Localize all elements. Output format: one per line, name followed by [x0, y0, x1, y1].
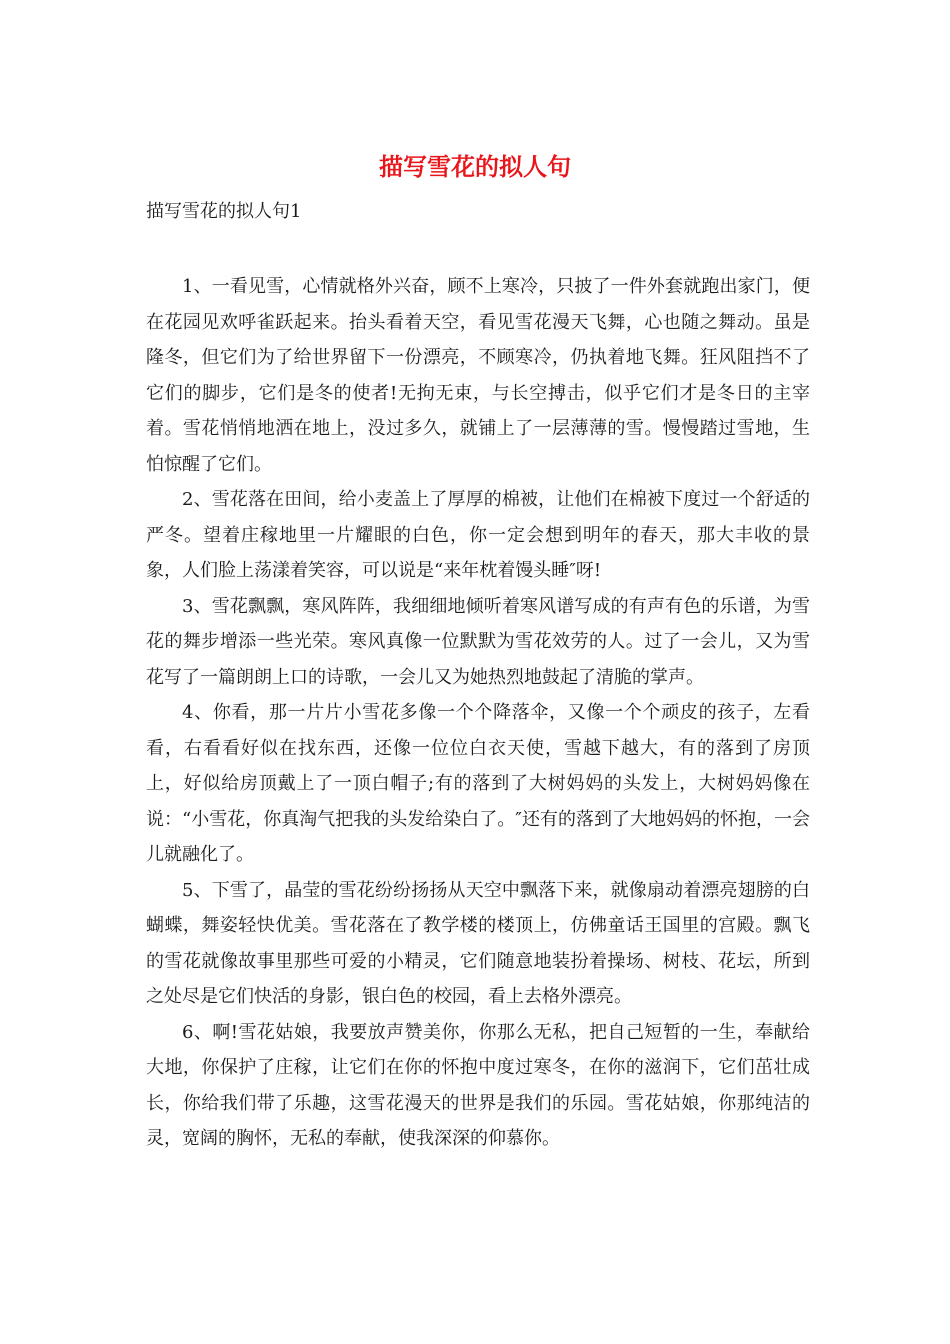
paragraph-6: 6、啊!雪花姑娘，我要放声赞美你，你那么无私，把自己短暂的一生，奉献给大地，你保护了庄稼，让它们在你的怀抱中度过寒冬，在你的滋润下，它们茁壮成长，你给我们带了乐趣，这雪花漫天的世界是我们的乐园。雪花姑娘，你那纯洁的灵，宽阔的胸怀，无私的奉献，使我深深的仰慕你。 — [146, 1021, 810, 1149]
paragraph-2: 2、雪花落在田间，给小麦盖上了厚厚的棉被，让他们在棉被下度过一个舒适的严冬。望着庄稼地里一片耀眼的白色，你一定会想到明年的春天，那大丰收的景象，人们脸上荡漾着笑容，可以说是“来年枕着馒头睡″呀! — [146, 489, 810, 581]
document-body — [146, 269, 810, 1157]
section-heading: 描写雪花的拟人句1 — [146, 201, 302, 222]
paragraph-1: 1、一看见雪，心情就格外兴奋，顾不上寒冷，只披了一件外套就跑出家门，便在花园见欢呼雀跃起来。抬头看着天空，看见雪花漫天飞舞，心也随之舞动。虽是隆冬，但它们为了给世界留下一份漂亮，不顾寒冷，仍执着地飞舞。狂风阻挡不了它们的脚步，它们是冬的使者!无拘无束，与长空搏击，似乎它们才是冬日的主宰着。雪花悄悄地洒在地上，没过多久，就铺上了一层薄薄的雪。慢慢踏过雪地，生怕惊醒了它们。 — [146, 276, 810, 475]
paragraph-4: 4、你看，那一片片小雪花多像一个个降落伞，又像一个个顽皮的孩子，左看看，右看看好似在找东西，还像一位位白衣天使，雪越下越大，有的落到了房顶上，好似给房顶戴上了一顶白帽子;有的落到了大树妈妈的头发上，大树妈妈像在说：“小雪花，你真淘气把我的头发给染白了。″还有的落到了大地妈妈的怀抱，一会儿就融化了。 — [146, 702, 810, 865]
paragraph-3: 3、雪花飘飘，寒风阵阵，我细细地倾听着寒风谱写成的有声有色的乐谱，为雪花的舞步增添一些光荣。寒风真像一位默默为雪花效劳的人。过了一会儿，又为雪花写了一篇朗朗上口的诗歌，一会儿又为她热烈地鼓起了清脆的掌声。 — [146, 595, 810, 688]
document-title: 描写雪花的拟人句 — [379, 152, 571, 181]
paragraph-5: 5、下雪了，晶莹的雪花纷纷扬扬从天空中飘落下来，就像扇动着漂亮翅膀的白蝴蝶，舞姿轻快优美。雪花落在了教学楼的楼顶上，仿佛童话王国里的宫殿。飘飞的雪花就像故事里那些可爱的小精灵，它们随意地装扮着操场、树枝、花坛，所到之处尽是它们快活的身影，银白色的校园，看上去格外漂亮。 — [146, 879, 810, 1007]
